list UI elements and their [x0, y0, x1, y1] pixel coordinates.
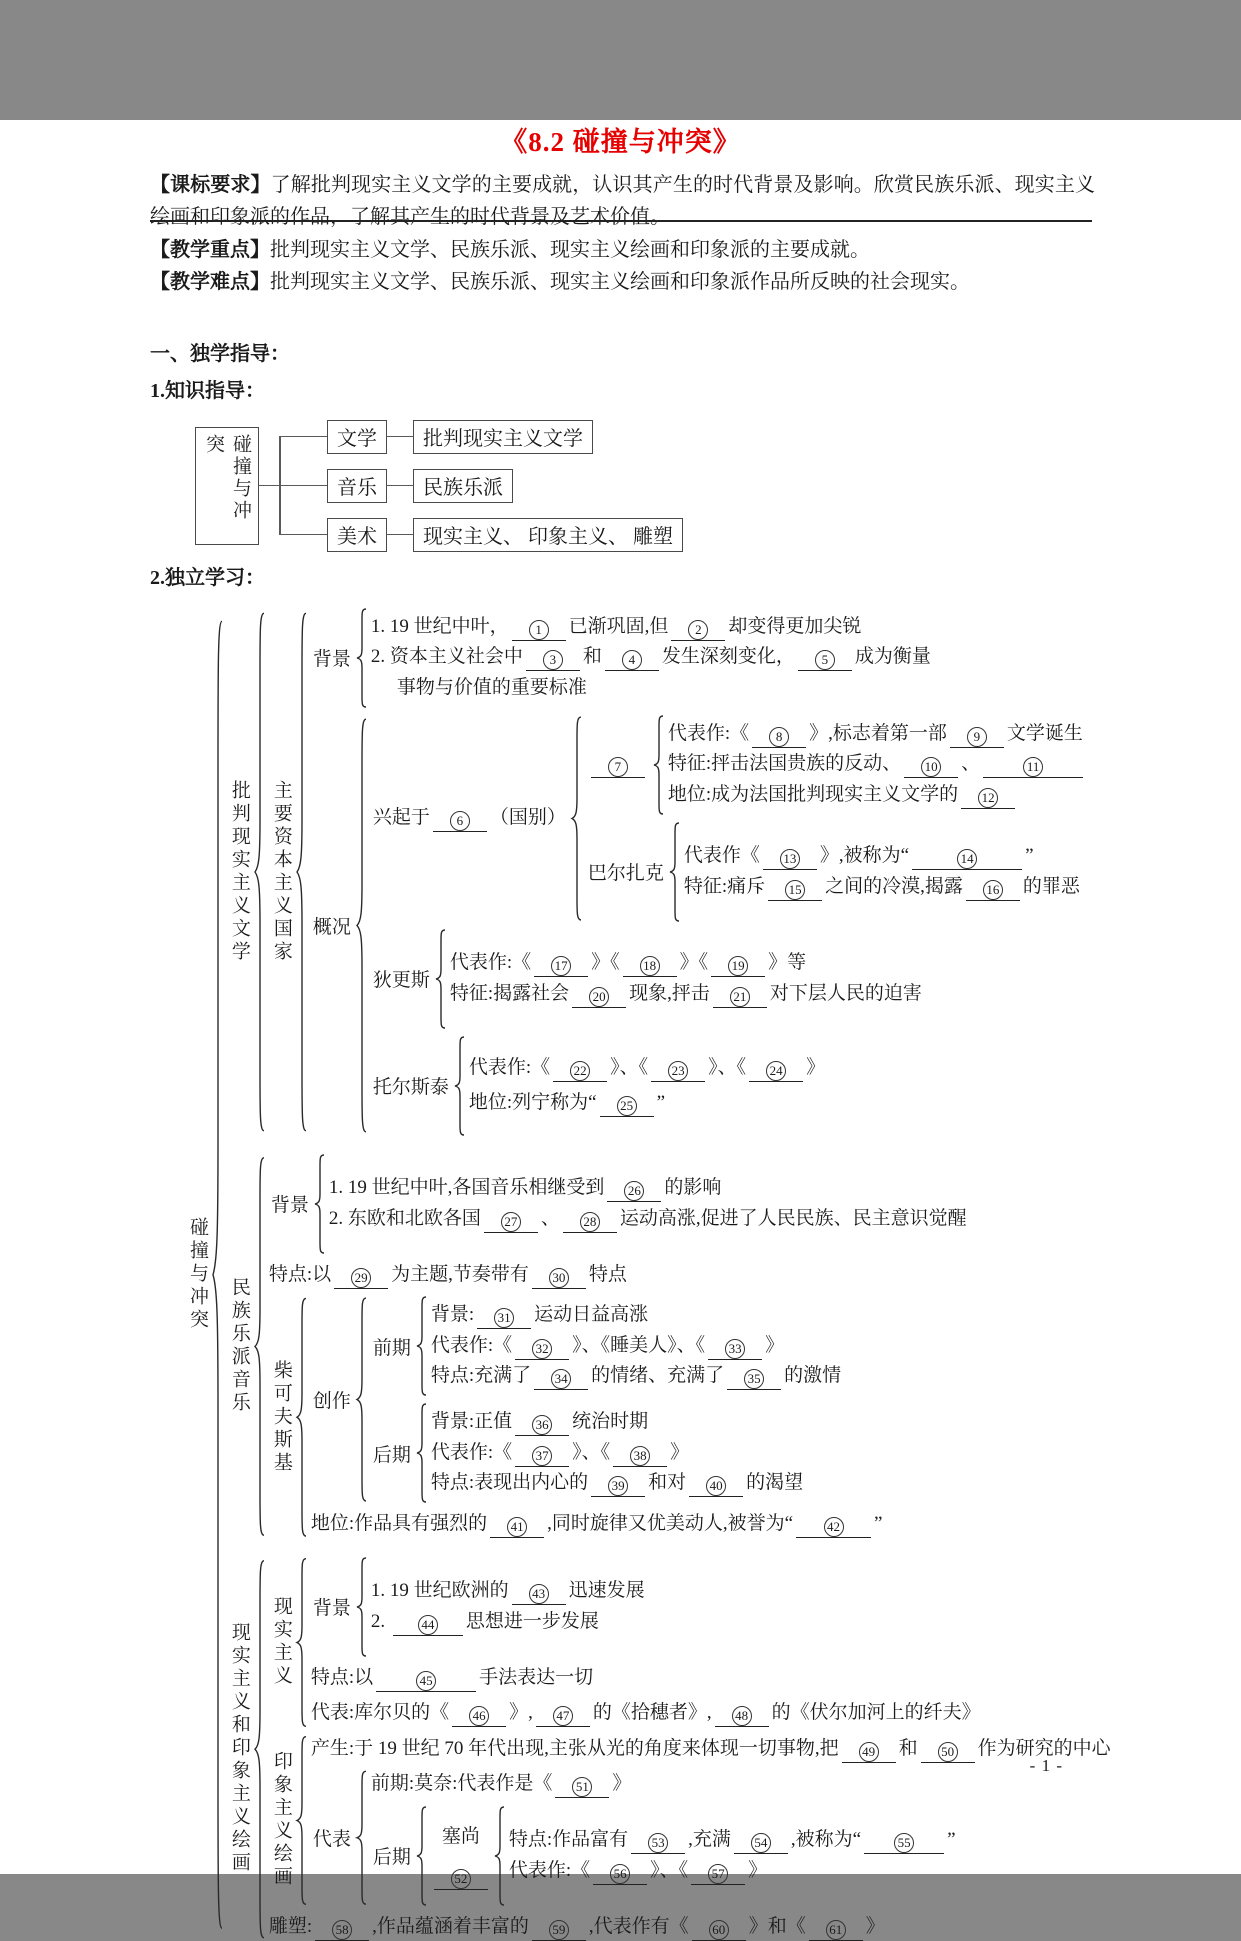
circled-number: 47	[553, 1706, 573, 1726]
fill-blank	[912, 846, 1022, 870]
branch-label: 后期	[372, 1444, 411, 1466]
circled-number: 55	[894, 1833, 914, 1853]
circled-number: 1	[529, 620, 549, 640]
circled-number: 2	[688, 620, 708, 640]
branch-label: 背景	[312, 1598, 351, 1620]
circled-number: 18	[640, 956, 660, 976]
fill-blank	[600, 1093, 654, 1117]
fill-blank-line: 地位:作品具有强烈的 41 ,同时旋律又优美动人,被誉为“ 42 ”	[311, 1510, 883, 1539]
paragraph-tag: 【教学难点】	[150, 271, 270, 294]
branch-label: 柴可夫斯基	[270, 1359, 292, 1475]
concept-map	[185, 608, 1241, 1941]
fill-blank	[713, 984, 767, 1008]
fill-blank	[534, 1366, 588, 1390]
circled-number: 59	[549, 1920, 569, 1940]
branch-representatives	[311, 1770, 1111, 1906]
fill-blank	[593, 1861, 647, 1885]
brace	[416, 1806, 428, 1906]
branch-writer-blank7	[586, 715, 1086, 815]
circled-number: 21	[730, 987, 750, 1007]
fill-blank	[809, 1917, 863, 1941]
branch-label: 背景	[312, 649, 351, 671]
fill-blank	[623, 953, 677, 977]
diagram-row-art	[327, 518, 683, 552]
fill-blank	[553, 1058, 607, 1082]
circled-number: 36	[532, 1415, 552, 1435]
branch-label: 创作	[312, 1391, 351, 1413]
paragraph-text: 批判现实主义文学、民族乐派、现实主义绘画和印象派的主要成就。	[270, 238, 870, 261]
branch-label: 现实主义	[270, 1596, 292, 1689]
fill-blank	[452, 1703, 506, 1727]
fill-blank	[563, 1209, 617, 1233]
fill-blank	[715, 1703, 769, 1727]
circled-number: 4	[622, 650, 642, 670]
branch-label	[586, 750, 650, 779]
fill-blank	[904, 754, 958, 778]
brace	[435, 929, 447, 1029]
circled-number: 46	[469, 1706, 489, 1726]
fill-blank-line: 雕塑: 58 ,作品蕴涵着丰富的 59 ,代表作有《 60 》和《 61 》	[269, 1913, 1111, 1941]
circled-number: 42	[824, 1517, 844, 1537]
diagram-key-box: 音乐	[327, 469, 387, 503]
fill-blank	[796, 1514, 871, 1538]
circled-number: 25	[617, 1096, 637, 1116]
section-national-school-music	[227, 1154, 1111, 1539]
brace	[254, 608, 266, 1136]
connector-line	[259, 485, 279, 487]
fill-blank	[671, 617, 725, 641]
fill-blank-line: 特点:充满了 34 的情绪、充满了 35 的激情	[431, 1362, 841, 1391]
fill-blank-line: 特征:痛斥 15 之间的冷漠,揭露 16 的罪恶	[684, 873, 1080, 902]
circled-number: 3	[543, 650, 563, 670]
circled-number: 41	[507, 1517, 527, 1537]
fill-blank-line	[431, 1862, 491, 1891]
branch-tolstoy	[371, 1036, 1086, 1136]
circled-number: 32	[532, 1339, 552, 1359]
map-root-branch	[185, 608, 1241, 1941]
fill-blank-line: 特征:抨击法国贵族的反动、 10 、 11	[668, 750, 1086, 779]
fill-blank-line: 2. 东欧和北欧各国 27 、 28 运动高涨,促进了人民民族、民主意识觉醒	[329, 1205, 967, 1234]
intro-paragraphs	[150, 169, 1095, 299]
brace	[454, 1036, 466, 1136]
fill-blank	[966, 877, 1020, 901]
branch-tchaikovsky	[269, 1296, 967, 1539]
circled-number: 16	[983, 880, 1003, 900]
circled-number: 6	[450, 811, 470, 831]
brace	[212, 608, 224, 1941]
connector-line	[387, 436, 413, 438]
map-root-children	[227, 608, 1111, 1941]
page-number: - 1 -	[1029, 1756, 1063, 1775]
circled-number: 20	[589, 987, 609, 1007]
paragraph-text: 批判现实主义文学、民族乐派、现实主义绘画和印象派作品所反映的社会现实。	[270, 271, 970, 294]
branch-origin-country	[371, 715, 1086, 922]
fill-blank	[536, 1703, 590, 1727]
branch-label: 巴尔扎克	[587, 863, 664, 885]
circled-number: 7	[608, 757, 628, 777]
circled-number: 22	[570, 1061, 590, 1081]
fill-blank	[512, 617, 566, 641]
brace	[416, 1403, 428, 1503]
branch-label: 兴起于 6 （国别）	[371, 804, 568, 833]
brace	[356, 1557, 368, 1657]
connector-line	[279, 485, 327, 487]
fill-blank	[515, 1336, 569, 1360]
branch-label: 概况	[312, 916, 351, 938]
fill-blank	[961, 785, 1015, 809]
diagram-row-music	[327, 469, 683, 503]
fill-blank	[490, 1514, 544, 1538]
branch-balzac	[586, 822, 1086, 922]
circled-number: 49	[859, 1742, 879, 1762]
brace	[653, 715, 665, 815]
brace	[254, 1557, 266, 1941]
circled-number: 58	[332, 1920, 352, 1940]
paragraph-course-standard	[150, 169, 1095, 234]
paragraph-text: 了解批判现实主义文学的主要成就，认识其产生的时代背景及影响。欣赏民族乐派、现实主义绘画和印象派的作品，了解其产生的时代背景及艺术价值。	[150, 174, 1096, 229]
circled-number: 54	[751, 1833, 771, 1853]
fill-blank	[532, 1265, 586, 1289]
fill-blank	[768, 877, 822, 901]
fill-blank	[727, 1366, 781, 1390]
fill-blank	[393, 1612, 463, 1636]
branch-label: 代表	[312, 1829, 351, 1851]
paragraph-teaching-focus	[150, 234, 1095, 266]
fill-blank-line: 特点:作品富有 53 ,充满 54 ,被称为“ 55 ”	[509, 1826, 956, 1855]
fill-blank-line: 事物与价值的重要标准	[396, 676, 587, 698]
fill-blank	[591, 1473, 645, 1497]
fill-blank	[950, 724, 1004, 748]
branch-label: 托尔斯泰	[372, 1077, 449, 1099]
diagram-rows	[327, 420, 683, 552]
knowledge-diagram	[195, 419, 1241, 553]
circled-number: 15	[785, 880, 805, 900]
circled-number: 52	[451, 1869, 471, 1889]
connector-line	[279, 534, 327, 536]
brace	[356, 608, 368, 708]
brace	[416, 1296, 428, 1396]
fill-blank	[708, 1336, 762, 1360]
branch-late-period	[371, 1806, 956, 1906]
circled-number: 39	[608, 1476, 628, 1496]
branch-overview	[311, 715, 1086, 1136]
fill-blank	[484, 1209, 538, 1233]
brace	[356, 1770, 368, 1906]
branch-early-period	[371, 1296, 841, 1396]
brace	[356, 715, 368, 1136]
fill-blank-line: 背景:正值 36 统治时期	[431, 1408, 803, 1437]
circled-number: 8	[769, 727, 789, 747]
fill-blank	[842, 1739, 896, 1763]
fill-blank	[613, 1443, 667, 1467]
fill-blank	[689, 1473, 743, 1497]
brace	[571, 715, 583, 922]
circled-number: 27	[501, 1212, 521, 1232]
branch-late-period	[371, 1403, 841, 1503]
diagram-row-literature	[327, 420, 683, 454]
fill-blank	[763, 846, 817, 870]
fill-blank-line: 特征:揭露社会 20 现象,抨击 21 对下层人民的迫害	[450, 980, 922, 1009]
circled-number: 57	[708, 1864, 728, 1884]
paragraph-tag: 【教学重点】	[150, 238, 270, 261]
circled-number: 50	[938, 1742, 958, 1762]
fill-blank	[572, 984, 626, 1008]
brace	[296, 1735, 308, 1906]
heading-independent-study: 2.独立学习：	[150, 566, 265, 589]
fill-blank	[607, 1178, 661, 1202]
circled-number: 9	[967, 727, 987, 747]
fill-blank	[515, 1443, 569, 1467]
circled-number: 53	[648, 1833, 668, 1853]
fill-blank	[691, 1861, 745, 1885]
fill-blank	[555, 1774, 609, 1798]
fill-blank-line: 特点:以 29 为主题,节奏带有 30 特点	[269, 1261, 967, 1290]
fill-blank-line: 2. 资本主义社会中 3 和 4 发生深刻变化， 5 成为衡量	[371, 643, 931, 672]
fill-blank	[651, 1058, 705, 1082]
fill-blank	[631, 1830, 685, 1854]
diagram-key-box: 美术	[327, 518, 387, 552]
brace	[669, 822, 681, 922]
branch-label: 背景	[270, 1195, 309, 1217]
diagram-connectors	[259, 419, 327, 553]
circled-number: 29	[351, 1268, 371, 1288]
fill-blank-line: 2. 44 思想进一步发展	[371, 1608, 645, 1637]
fill-blank	[477, 1305, 531, 1329]
circled-number: 14	[957, 849, 977, 869]
map-root-label: 碰撞与冲突	[186, 1216, 208, 1332]
fill-blank	[605, 647, 659, 671]
circled-number: 56	[610, 1864, 630, 1884]
connector-line	[279, 436, 327, 438]
fill-blank	[433, 808, 487, 832]
circled-number: 24	[766, 1061, 786, 1081]
branch-label: 后期	[372, 1847, 411, 1869]
branch-creation	[311, 1296, 883, 1503]
circled-number: 28	[580, 1212, 600, 1232]
circled-number: 13	[780, 849, 800, 869]
circled-number: 43	[529, 1584, 549, 1604]
brace	[356, 1296, 368, 1503]
section-label: 民族乐派音乐	[228, 1277, 250, 1416]
branch-impressionism	[269, 1735, 1111, 1906]
circled-number: 51	[572, 1777, 592, 1797]
branch-label: 印象主义绘画	[270, 1751, 292, 1890]
fill-blank-line: 特点:表现出内心的 39 和对 40 的渴望	[431, 1469, 803, 1498]
fill-blank-line: 代表作:《 8 》,标志着第一部 9 文学诞生	[668, 720, 1086, 749]
fill-blank	[376, 1668, 476, 1692]
circled-number: 11	[1023, 757, 1043, 777]
circled-number: 60	[709, 1920, 729, 1940]
brace	[494, 1806, 506, 1906]
paragraph-teaching-difficulty	[150, 266, 1095, 298]
brace	[296, 608, 308, 1136]
fill-blank-line: 1. 19 世纪欧洲的 43 迅速发展	[371, 1577, 645, 1606]
circled-number: 30	[549, 1268, 569, 1288]
branch-label: 主要资本主义国家	[270, 779, 292, 964]
section-realism-impressionism-painting	[227, 1557, 1111, 1941]
document-page	[0, 120, 1241, 1937]
page-title: 《8.2 碰撞与冲突》	[500, 127, 741, 157]
circled-number: 26	[624, 1181, 644, 1201]
branch-label-stack	[431, 1821, 491, 1891]
heading-knowledge-guide: 1.知识指导：	[150, 379, 265, 402]
branch-background	[311, 608, 1086, 708]
fill-blank-line: 地位:列宁称为“ 25 ”	[469, 1089, 825, 1118]
circled-number: 34	[551, 1369, 571, 1389]
fill-blank	[591, 754, 645, 778]
circled-number: 40	[706, 1476, 726, 1496]
circled-number: 35	[744, 1369, 764, 1389]
branch-label: 狄更斯	[372, 970, 430, 992]
fill-blank	[749, 1058, 803, 1082]
fill-blank-line: 代表作:《 56 》、《 57 》	[509, 1857, 956, 1886]
circled-number: 61	[826, 1920, 846, 1940]
fill-blank-line: 产生:于 19 世纪 70 年代出现,主张从光的角度来体现一切事物,把 49 和 50 作为研究的中心	[311, 1735, 1111, 1764]
heading-self-study-guide: 一、独学指导：	[150, 342, 290, 365]
circled-number: 17	[551, 956, 571, 976]
diagram-value-box: 民族乐派	[413, 469, 513, 503]
fill-blank-line: 代表作:《 22 》、《 23 》、《 24 》	[469, 1054, 825, 1083]
fill-blank	[734, 1830, 788, 1854]
circled-number: 12	[978, 788, 998, 808]
circled-number: 5	[815, 650, 835, 670]
fill-blank	[334, 1265, 388, 1289]
fill-blank-line: 1. 19 世纪中叶,各国音乐相继受到 26 的影响	[329, 1174, 967, 1203]
fill-blank	[864, 1830, 944, 1854]
fill-blank-line: 代表作:《 32 》、《睡美人》、《 33 》	[431, 1332, 841, 1361]
fill-blank	[526, 647, 580, 671]
fill-blank	[692, 1917, 746, 1941]
branch-label: 前期	[372, 1337, 411, 1359]
fill-blank	[532, 1917, 586, 1941]
branch-cezanne	[431, 1806, 956, 1906]
circled-number: 10	[921, 757, 941, 777]
cezanne-label: 塞尚	[441, 1825, 480, 1847]
fill-blank	[515, 1412, 569, 1436]
fill-blank	[752, 724, 806, 748]
fill-blank-line: 代表作:《 17 》《 18 》《 19 》等	[450, 949, 922, 978]
fill-blank-line: 1. 19 世纪中叶， 1 已渐巩固,但 2 却变得更加尖锐	[371, 613, 931, 642]
circled-number: 19	[728, 956, 748, 976]
fill-blank	[921, 1739, 975, 1763]
fill-blank	[315, 1917, 369, 1941]
diagram-root-box: 碰撞与冲突	[195, 427, 259, 545]
fill-blank	[983, 754, 1083, 778]
diagram-value-box: 现实主义、 印象主义、 雕塑	[413, 518, 683, 552]
section-label: 批判现实主义文学	[228, 779, 250, 964]
fill-blank-line: 前期:莫奈:代表作是《 51 》	[371, 1770, 956, 1799]
connector-line	[387, 485, 413, 487]
diagram-key-box: 文学	[327, 420, 387, 454]
branch-capitalist-countries	[269, 608, 1086, 1136]
fill-blank	[534, 953, 588, 977]
brace	[296, 1296, 308, 1539]
section-critical-realism-literature	[227, 608, 1111, 1136]
section-label: 现实主义和印象主义绘画	[228, 1622, 250, 1876]
brace	[314, 1154, 326, 1254]
branch-background	[311, 1557, 981, 1657]
circled-number: 23	[668, 1061, 688, 1081]
header-rule	[150, 220, 1092, 222]
circled-number: 33	[725, 1339, 745, 1359]
circled-number: 45	[416, 1671, 436, 1691]
brace	[254, 1154, 266, 1539]
brace	[296, 1557, 308, 1728]
paragraph-tag: 【课标要求】	[150, 174, 271, 196]
fill-blank	[512, 1581, 566, 1605]
fill-blank-line: 代表作:《 37 》、《 38 》	[431, 1439, 803, 1468]
diagram-value-box: 批判现实主义文学	[413, 420, 593, 454]
fill-blank-line: 背景: 31 运动日益高涨	[431, 1301, 841, 1330]
fill-blank-line: 代表:库尔贝的《 46 》, 47 的《拾穗者》, 48 的《伏尔加河上的纤夫》	[311, 1699, 981, 1728]
branch-dickens	[371, 929, 1086, 1029]
fill-blank	[798, 647, 852, 671]
circled-number: 44	[418, 1615, 438, 1635]
circled-number: 48	[732, 1706, 752, 1726]
connector-line	[387, 534, 413, 536]
branch-realism	[269, 1557, 1111, 1728]
fill-blank	[711, 953, 765, 977]
fill-blank-line: 特点:以 45 手法表达一切	[311, 1664, 981, 1693]
circled-number: 37	[532, 1446, 552, 1466]
fill-blank-line: 地位:成为法国批判现实主义文学的 12	[668, 781, 1086, 810]
circled-number: 38	[630, 1446, 650, 1466]
branch-background	[269, 1154, 967, 1254]
fill-blank	[434, 1866, 488, 1890]
fill-blank-line: 代表作《 13 》,被称为“ 14 ”	[684, 842, 1080, 871]
circled-number: 31	[494, 1308, 514, 1328]
